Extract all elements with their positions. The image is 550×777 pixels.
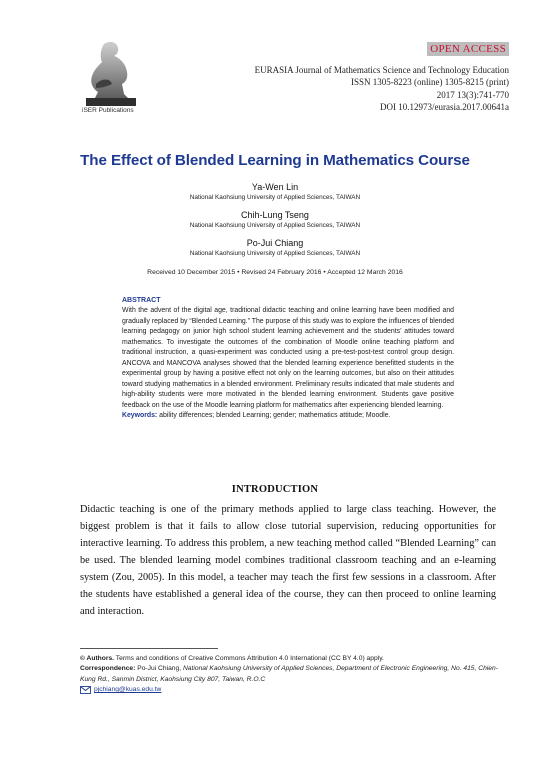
author-affiliation: National Kaohsiung University of Applied Sciences, TAIWAN [189, 194, 361, 201]
journal-issn: ISSN 1305-8223 (online) 1305-8215 (print) [351, 77, 509, 88]
keywords-text: ability differences; blended Learning; gender; mathematics attitude; Moodle. [159, 412, 391, 419]
author-entry [0, 238, 550, 266]
email-link[interactable]: pjchiang@kuas.edu.tw [94, 686, 162, 694]
paper-title: The Effect of Blended Learning in Mathematics Course [80, 152, 470, 169]
author-name: Ya-Wen Lin [251, 182, 299, 192]
author-affiliation: National Kaohsiung University of Applied Sciences, TAIWAN [189, 222, 361, 229]
authors-copyright-label: © Authors. [80, 655, 115, 662]
license-line [80, 654, 500, 664]
author-entry [0, 210, 550, 238]
open-access-badge: OPEN ACCESS [427, 42, 509, 56]
correspondence-line [80, 664, 500, 685]
author-list [0, 182, 550, 266]
footer-divider [80, 648, 218, 649]
abstract-text: With the advent of the digital age, traditional didactic teaching and online learning have been modified and gradually replaced by “Blended Learning.” The purpose of this study was to explore the influences of blended learning pedagogy on junior high school student learning achievement and the students’ attitudes toward mathematics. To investigate the outcomes of the combination of Moodle online teaching platform and traditional instruction, a quasi-experiment was conducted using a pre-test-post-test control group design. ANCOVA and MANCOVA analyses showed that the blended learning experience benefitted students in the experimental group by having a positive effect not only on the learning outcomes, but also on their attitudes toward studying mathematics in a blended environment. Preliminary results indicated that male students and high-ability students were more motivated in the blended learning environment. Students gave positive feedback on the use of the Moodle learning platform for mathematics after experiencing blended learning. [122, 307, 454, 409]
correspondence-name: Po-Jui Chiang, [137, 665, 182, 673]
author-name: Po-Jui Chiang [246, 238, 304, 248]
correspondence-label: Correspondence: [80, 665, 136, 673]
introduction-paragraph: Didactic teaching is one of the primary methods applied to large class teaching. However, the biggest problem is that it fails to allow close tutorial supervision, reducing opportunities for interactive learning. To address this problem, a new teaching method called “Blended Learning” can be used. The blended learning model combines traditional classroom teaching and an e-learning system (Zou, 2005). In this model, a teacher may teach the first few sessions in a classroom. After the students have established a general idea of the course, they can then proceed to online learning and interaction. [80, 504, 496, 617]
section-heading-introduction: INTRODUCTION [231, 484, 319, 495]
abstract-section [122, 296, 454, 422]
keywords-label: Keywords: [122, 412, 158, 419]
publisher-logo [82, 38, 140, 114]
author-entry [0, 182, 550, 210]
footnote [80, 654, 500, 696]
correspondence-affiliation: National Kaohsiung University of Applied Sciences, Department of Electronic Engineering, No. 415, Chien-Kung Rd., Sanmin District, Kaohsiung City 807, Taiwan, R.O.C [80, 665, 498, 683]
author-affiliation: National Kaohsiung University of Applied Sciences, TAIWAN [189, 250, 361, 257]
publisher-logo-label: iSER Publications [82, 107, 134, 114]
journal-volume: 2017 13(3):741-770 [436, 89, 509, 100]
journal-info [255, 64, 509, 114]
abstract-heading: ABSTRACT [122, 297, 161, 304]
author-name: Chih-Lung Tseng [241, 210, 309, 220]
journal-name: EURASIA Journal of Mathematics Science and Technology Education [254, 65, 509, 75]
keywords-line [122, 411, 454, 422]
email-row [80, 685, 500, 695]
envelope-icon [80, 686, 91, 694]
license-text: Terms and conditions of Creative Commons Attribution 4.0 International (CC BY 4.0) apply. [115, 655, 384, 662]
thinker-statue-image [82, 38, 140, 106]
journal-doi[interactable]: DOI 10.12973/eurasia.2017.00641a [380, 102, 509, 113]
submission-dates: Received 10 December 2015 • Revised 24 February 2016 • Accepted 12 March 2016 [147, 269, 403, 276]
